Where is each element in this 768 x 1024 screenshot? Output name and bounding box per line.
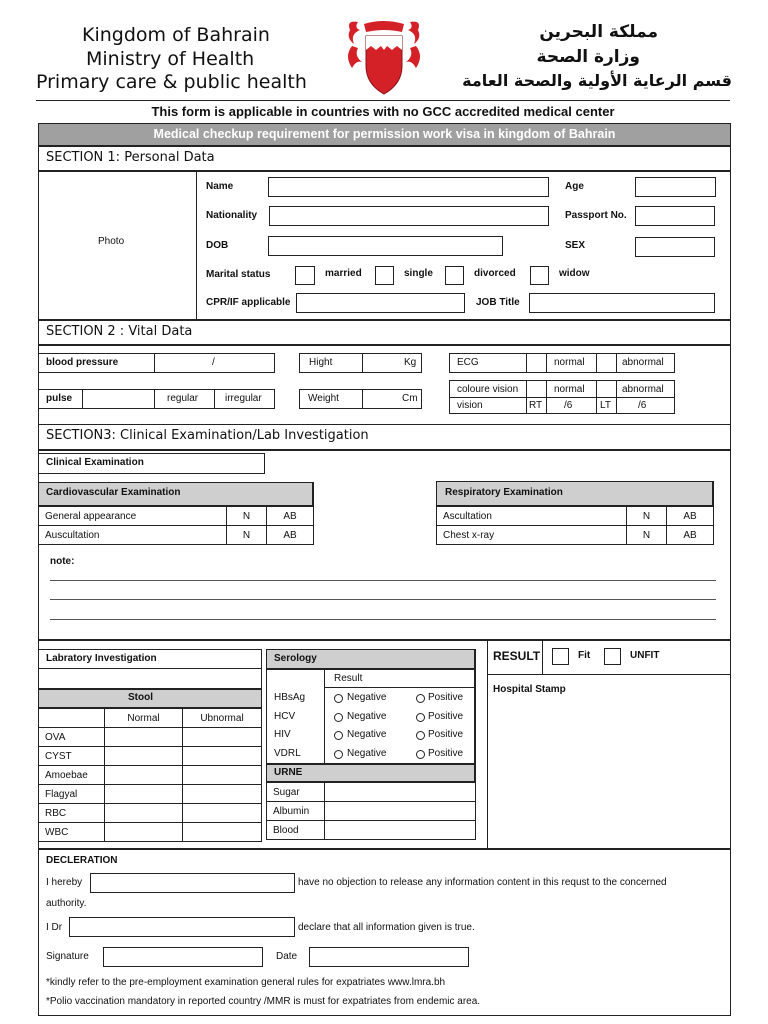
nationality-label: Nationality bbox=[206, 210, 258, 221]
header-divider bbox=[36, 100, 730, 101]
married-label: married bbox=[325, 268, 362, 279]
table-row bbox=[39, 526, 314, 545]
vdrl-positive-radio[interactable] bbox=[416, 750, 425, 759]
fit-label: Fit bbox=[578, 650, 591, 661]
table-cell-input[interactable] bbox=[105, 766, 183, 785]
colour-normal: normal bbox=[554, 384, 585, 395]
table-row bbox=[267, 821, 476, 840]
single-checkbox[interactable] bbox=[375, 266, 394, 285]
pulse-irregular: irregular bbox=[225, 393, 262, 404]
hiv-positive-radio[interactable] bbox=[416, 731, 425, 740]
table-cell-label: General appearance bbox=[39, 507, 227, 526]
cardio-title: Cardiovascular Examination bbox=[46, 487, 181, 498]
widow-checkbox[interactable] bbox=[530, 266, 549, 285]
table-cell-label: CYST bbox=[39, 747, 105, 766]
hereby-label: I hereby bbox=[46, 877, 83, 888]
widow-label: widow bbox=[559, 268, 590, 279]
section3-title: SECTION3: Clinical Examination/Lab Investigation bbox=[38, 424, 731, 450]
authority-text: authority. bbox=[46, 898, 87, 909]
table-row bbox=[437, 526, 714, 545]
hbsag-positive-label: Positive bbox=[428, 692, 464, 703]
section2-title: SECTION 2 : Vital Data bbox=[38, 320, 731, 345]
ecg-label: ECG bbox=[457, 357, 479, 368]
table-cell-label: Ascultation bbox=[437, 507, 627, 526]
table-cell-label: Ubnormal bbox=[183, 709, 262, 728]
section1-title: SECTION 1: Personal Data bbox=[38, 146, 731, 171]
passport-label: Passport No. bbox=[565, 210, 627, 221]
sex-label: SEX bbox=[565, 240, 586, 251]
vdrl-negative-radio[interactable] bbox=[334, 750, 343, 759]
table-row bbox=[39, 747, 262, 766]
hereby-field[interactable] bbox=[90, 873, 295, 893]
table-cell-label: N bbox=[627, 507, 667, 526]
serology-result: Result bbox=[334, 673, 363, 684]
unfit-checkbox[interactable] bbox=[604, 648, 621, 665]
serology-title: Serology bbox=[274, 653, 317, 664]
vision-rt: RT bbox=[529, 400, 543, 411]
hcv-negative-radio[interactable] bbox=[334, 713, 343, 722]
resp-title: Respiratory Examination bbox=[445, 487, 563, 498]
table-cell-input[interactable] bbox=[325, 783, 476, 802]
date-field[interactable] bbox=[309, 947, 469, 967]
table-cell-label: AB bbox=[267, 526, 314, 545]
table-cell-input[interactable] bbox=[105, 785, 183, 804]
header-en-line3: Primary care & public health bbox=[36, 71, 307, 93]
vdrl-label: VDRL bbox=[274, 748, 301, 759]
stool-table bbox=[38, 708, 262, 842]
hcv-negative-label: Negative bbox=[347, 711, 387, 722]
weight-label: Weight bbox=[308, 393, 339, 404]
table-row bbox=[39, 709, 262, 728]
table-cell-label: Amoebae bbox=[39, 766, 105, 785]
note-label: note: bbox=[50, 556, 75, 567]
dob-label: DOB bbox=[206, 240, 229, 251]
age-field[interactable] bbox=[635, 177, 716, 197]
table-cell-label: Auscultation bbox=[39, 526, 227, 545]
table-cell-label: Sugar bbox=[267, 783, 325, 802]
footer-note-1: *kindly refer to the pre-employment examination general rules for expatriates www.lmra.bh bbox=[46, 977, 446, 988]
hcv-label: HCV bbox=[274, 711, 296, 722]
vision-lt: LT bbox=[600, 400, 611, 411]
table-cell-label: Albumin bbox=[267, 802, 325, 821]
header-ar-line1: مملكة البحرين bbox=[539, 22, 658, 42]
colour-vision-label: coloure vision bbox=[457, 384, 519, 395]
table-cell-label: Normal bbox=[105, 709, 183, 728]
section3-body bbox=[38, 450, 731, 640]
divorced-checkbox[interactable] bbox=[445, 266, 464, 285]
nationality-field[interactable] bbox=[269, 206, 549, 226]
clinical-label: Clinical Examination bbox=[46, 457, 144, 468]
cardio-table bbox=[38, 506, 314, 545]
name-label: Name bbox=[206, 181, 234, 192]
bahrain-emblem-icon bbox=[344, 16, 424, 98]
cm-label: Cm bbox=[402, 393, 418, 404]
signature-label: Signature bbox=[46, 951, 89, 962]
divorced-label: divorced bbox=[474, 268, 516, 279]
passport-field[interactable] bbox=[635, 206, 715, 226]
vdrl-negative-label: Negative bbox=[347, 748, 387, 759]
kg-label: Kg bbox=[404, 357, 417, 368]
signature-field[interactable] bbox=[103, 947, 263, 967]
bp-label: blood pressure bbox=[46, 357, 119, 368]
job-label: JOB Title bbox=[476, 297, 520, 308]
hiv-label: HIV bbox=[274, 729, 291, 740]
form-banner: Medical checkup requirement for permission work visa in kingdom of Bahrain bbox=[38, 123, 731, 146]
vdrl-positive-label: Positive bbox=[428, 748, 464, 759]
table-row bbox=[437, 507, 714, 526]
age-label: Age bbox=[565, 181, 584, 192]
table-cell-label: Flagyal bbox=[39, 785, 105, 804]
date-label: Date bbox=[276, 951, 298, 962]
hbsag-positive-radio[interactable] bbox=[416, 694, 425, 703]
hiv-negative-label: Negative bbox=[347, 729, 387, 740]
table-row bbox=[267, 802, 476, 821]
table-cell-input[interactable] bbox=[39, 709, 105, 728]
table-row bbox=[39, 728, 262, 747]
hcv-positive-label: Positive bbox=[428, 711, 464, 722]
dob-field[interactable] bbox=[268, 236, 503, 256]
pulse-label: pulse bbox=[46, 393, 73, 404]
table-cell-label: Chest x-ray bbox=[437, 526, 627, 545]
table-cell-label: RBC bbox=[39, 804, 105, 823]
table-cell-input[interactable] bbox=[183, 766, 262, 785]
header-ar-line2: وزارة الصحة bbox=[536, 47, 640, 67]
table-cell-input[interactable] bbox=[183, 728, 262, 747]
table-cell-input[interactable] bbox=[183, 804, 262, 823]
table-cell-input[interactable] bbox=[105, 804, 183, 823]
job-field[interactable] bbox=[529, 293, 715, 313]
table-cell-input[interactable] bbox=[325, 821, 476, 840]
table-cell-input[interactable] bbox=[183, 785, 262, 804]
table-cell-label: WBC bbox=[39, 823, 105, 842]
hcv-positive-radio[interactable] bbox=[416, 713, 425, 722]
urne-table bbox=[266, 782, 476, 840]
hereby-rest: have no objection to release any information content in this requst to the concerned bbox=[298, 877, 667, 888]
photo-divider bbox=[196, 171, 197, 320]
lab-title: Labratory Investigation bbox=[46, 653, 157, 664]
marital-label: Marital status bbox=[206, 269, 271, 280]
resp-table bbox=[436, 506, 714, 545]
form-notice: This form is applicable in countries with no GCC accredited medical center bbox=[151, 104, 615, 119]
sex-field[interactable] bbox=[635, 237, 715, 257]
table-row bbox=[267, 783, 476, 802]
footer-note-2: *Polio vaccination mandatory in reported country /MMR is must for expatriates from endemic area. bbox=[46, 996, 481, 1007]
table-cell-label: N bbox=[227, 507, 267, 526]
note-line-1[interactable] bbox=[50, 580, 716, 581]
ecg-abnormal: abnormal bbox=[622, 357, 664, 368]
idr-field[interactable] bbox=[69, 917, 295, 937]
single-label: single bbox=[404, 268, 433, 279]
hiv-negative-radio[interactable] bbox=[334, 731, 343, 740]
note-line-2[interactable] bbox=[50, 599, 716, 600]
table-cell-label: Blood bbox=[267, 821, 325, 840]
name-field[interactable] bbox=[268, 177, 549, 197]
table-cell-label: AB bbox=[267, 507, 314, 526]
married-checkbox[interactable] bbox=[295, 266, 315, 285]
table-cell-label: AB bbox=[667, 507, 714, 526]
header-en-line1: Kingdom of Bahrain bbox=[82, 24, 270, 46]
hiv-positive-label: Positive bbox=[428, 729, 464, 740]
table-cell-label: N bbox=[227, 526, 267, 545]
table-row bbox=[39, 823, 262, 842]
declaration-title: DECLERATION bbox=[46, 855, 118, 866]
vision-label: vision bbox=[457, 400, 483, 411]
hbsag-label: HBsAg bbox=[274, 692, 306, 703]
table-cell-input[interactable] bbox=[105, 747, 183, 766]
table-cell-input[interactable] bbox=[183, 823, 262, 842]
cpr-field[interactable] bbox=[296, 293, 465, 313]
result-title: RESULT bbox=[493, 649, 541, 663]
table-cell-input[interactable] bbox=[325, 802, 476, 821]
cpr-label: CPR/IF applicable bbox=[206, 297, 291, 308]
table-row bbox=[39, 507, 314, 526]
table-cell-input[interactable] bbox=[105, 728, 183, 747]
colour-abnormal: abnormal bbox=[622, 384, 664, 395]
hight-label: Hight bbox=[309, 357, 333, 368]
photo-label: Photo bbox=[98, 236, 125, 247]
vision-lt-6: /6 bbox=[638, 400, 647, 411]
table-row bbox=[39, 785, 262, 804]
pulse-regular: regular bbox=[167, 393, 199, 404]
stool-title: Stool bbox=[128, 692, 153, 703]
table-cell-label: AB bbox=[667, 526, 714, 545]
table-cell-input[interactable] bbox=[105, 823, 183, 842]
fit-checkbox[interactable] bbox=[552, 648, 569, 665]
note-line-3[interactable] bbox=[50, 619, 716, 620]
table-cell-label: N bbox=[627, 526, 667, 545]
urne-title: URNE bbox=[274, 767, 303, 778]
table-row bbox=[39, 804, 262, 823]
ecg-normal: normal bbox=[554, 357, 585, 368]
header-en-line2: Ministry of Health bbox=[86, 48, 255, 70]
header-ar-line3: قسم الرعاية الأولية والصحة العامة bbox=[462, 71, 732, 90]
unfit-label: UNFIT bbox=[630, 650, 660, 661]
table-row bbox=[39, 766, 262, 785]
table-cell-input[interactable] bbox=[183, 747, 262, 766]
hospital-stamp-label: Hospital Stamp bbox=[493, 684, 566, 695]
hbsag-negative-radio[interactable] bbox=[334, 694, 343, 703]
vision-rt-6: /6 bbox=[564, 400, 573, 411]
idr-label: I Dr bbox=[46, 922, 63, 933]
bp-slash: / bbox=[212, 357, 215, 368]
hbsag-negative-label: Negative bbox=[347, 692, 387, 703]
table-cell-label: OVA bbox=[39, 728, 105, 747]
declare-text: declare that all information given is true. bbox=[298, 922, 475, 933]
